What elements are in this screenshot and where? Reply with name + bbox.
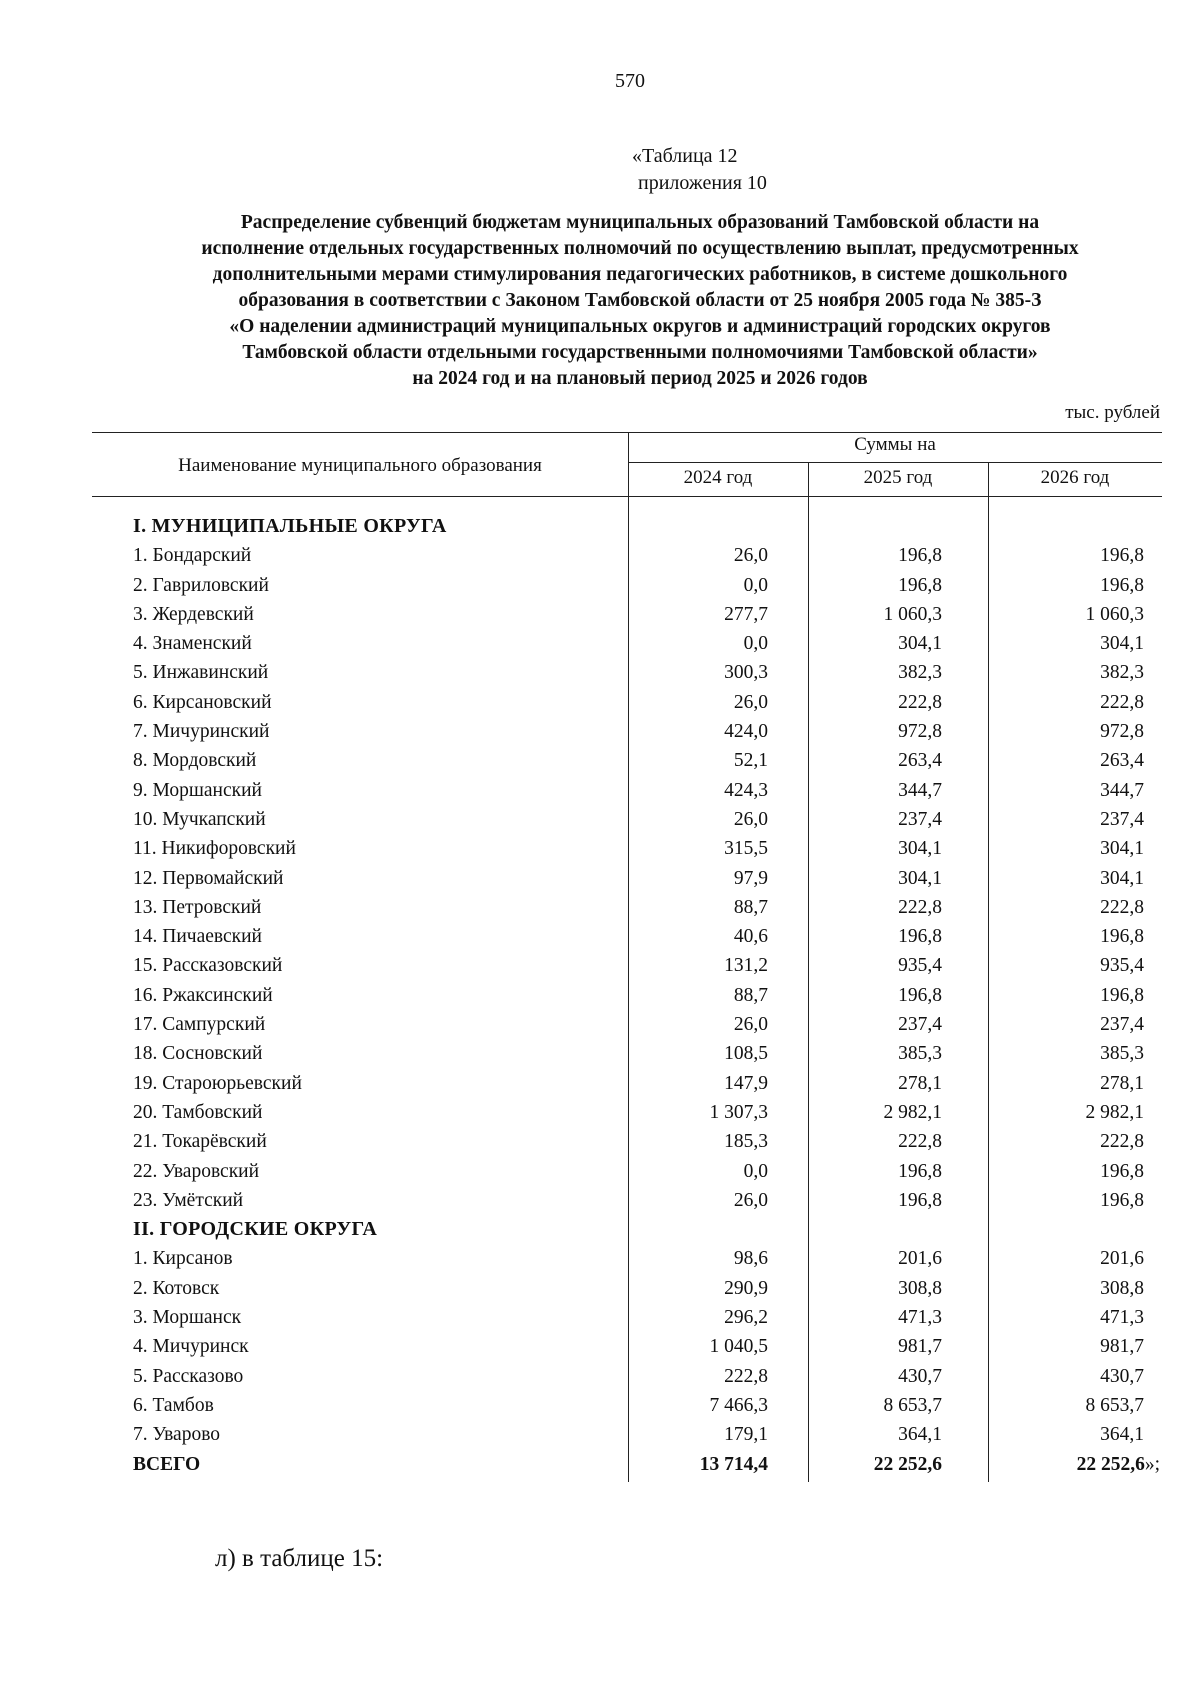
row-name: 20. Тамбовский bbox=[133, 1101, 263, 1123]
value-text: 300,3 bbox=[724, 662, 768, 684]
value-2026 bbox=[1100, 746, 1144, 775]
value-2024 bbox=[724, 776, 768, 805]
value-2025 bbox=[898, 717, 942, 746]
value-2026 bbox=[1100, 922, 1144, 951]
value-2025 bbox=[898, 746, 942, 775]
row-name: 4. Знаменский bbox=[133, 633, 252, 655]
value-2024 bbox=[734, 1186, 768, 1215]
value-2025 bbox=[898, 1332, 942, 1361]
value-text: 424,3 bbox=[724, 779, 768, 801]
value-text: 364,1 bbox=[1100, 1424, 1144, 1446]
value-text: 98,6 bbox=[733, 1248, 768, 1270]
row-name: 12. Первомайский bbox=[133, 867, 284, 889]
row-name: II. ГОРОДСКИЕ ОКРУГА bbox=[133, 1218, 378, 1241]
value-2025 bbox=[898, 834, 942, 863]
section-heading bbox=[0, 1215, 1200, 1244]
row-name: 15. Рассказовский bbox=[133, 955, 283, 977]
value-text: 981,7 bbox=[1100, 1336, 1144, 1358]
value-text: 424,0 bbox=[724, 721, 768, 743]
row-name: 17. Сампурский bbox=[133, 1014, 266, 1036]
value-text: 196,8 bbox=[898, 574, 942, 596]
value-2024 bbox=[724, 1039, 768, 1068]
table-row bbox=[0, 541, 1200, 570]
value-text: 1 060,3 bbox=[883, 603, 942, 625]
table-row bbox=[0, 746, 1200, 775]
value-2024 bbox=[724, 1127, 768, 1156]
value-text: 304,1 bbox=[1100, 867, 1144, 889]
table-row bbox=[0, 1391, 1200, 1420]
header-name-column: Наименование муниципального образования bbox=[178, 455, 542, 476]
title-line: «О наделении администраций муниципальных округов и администраций городских округов bbox=[229, 316, 1051, 337]
row-name: 14. Пичаевский bbox=[133, 926, 262, 948]
value-2026 bbox=[1100, 951, 1144, 980]
value-2025 bbox=[898, 922, 942, 951]
row-name: ВСЕГО bbox=[133, 1453, 201, 1475]
value-2026 bbox=[1100, 571, 1144, 600]
table-row bbox=[0, 1010, 1200, 1039]
row-name: 22. Уваровский bbox=[133, 1160, 260, 1182]
value-text: 344,7 bbox=[898, 779, 942, 801]
table-row bbox=[0, 1420, 1200, 1449]
value-2024 bbox=[724, 834, 768, 863]
value-2026 bbox=[1100, 1157, 1144, 1186]
value-text: 196,8 bbox=[1100, 1160, 1144, 1182]
value-text: 196,8 bbox=[898, 545, 942, 567]
value-text: 1 040,5 bbox=[709, 1336, 768, 1358]
table-row bbox=[0, 981, 1200, 1010]
value-2026 bbox=[1077, 1450, 1160, 1479]
value-text: 196,8 bbox=[898, 926, 942, 948]
row-name: 8. Мордовский bbox=[133, 750, 257, 772]
row-name: 5. Инжавинский bbox=[133, 662, 269, 684]
row-name: 6. Кирсановский bbox=[133, 691, 272, 713]
value-2026 bbox=[1086, 1098, 1145, 1127]
value-2024 bbox=[734, 922, 768, 951]
value-2025 bbox=[898, 864, 942, 893]
table-row bbox=[0, 600, 1200, 629]
value-2024 bbox=[724, 658, 768, 687]
value-2024 bbox=[734, 688, 768, 717]
row-name: 11. Никифоровский bbox=[133, 838, 296, 860]
value-2025 bbox=[898, 1010, 942, 1039]
value-text: 222,8 bbox=[1100, 896, 1144, 918]
value-text: 26,0 bbox=[733, 691, 768, 713]
value-2025 bbox=[898, 1420, 942, 1449]
value-2024 bbox=[710, 1391, 769, 1420]
value-2025 bbox=[898, 571, 942, 600]
value-2025 bbox=[898, 1157, 942, 1186]
value-text: 88,7 bbox=[733, 896, 768, 918]
value-2026 bbox=[1100, 805, 1144, 834]
value-text: 385,3 bbox=[1100, 1043, 1144, 1065]
table-row bbox=[0, 1303, 1200, 1332]
value-2025 bbox=[898, 1127, 942, 1156]
row-name: 9. Моршанский bbox=[133, 779, 262, 801]
header-year-2025: 2025 год bbox=[863, 467, 933, 488]
value-text: 26,0 bbox=[733, 808, 768, 830]
row-name: 18. Сосновский bbox=[133, 1043, 263, 1065]
row-name: 3. Жердевский bbox=[133, 603, 254, 625]
table-row bbox=[0, 834, 1200, 863]
value-2026 bbox=[1100, 1362, 1144, 1391]
value-2026 bbox=[1100, 717, 1144, 746]
value-2024 bbox=[734, 1010, 768, 1039]
value-2025 bbox=[898, 1039, 942, 1068]
value-2025 bbox=[898, 805, 942, 834]
value-text: 196,8 bbox=[1100, 926, 1144, 948]
value-2024 bbox=[724, 600, 768, 629]
value-2026 bbox=[1100, 1069, 1144, 1098]
value-2024 bbox=[734, 805, 768, 834]
value-text: 237,4 bbox=[1100, 1014, 1144, 1036]
value-2026 bbox=[1100, 1010, 1144, 1039]
value-text: 237,4 bbox=[898, 1014, 942, 1036]
value-2024 bbox=[724, 1303, 768, 1332]
table-row bbox=[0, 1362, 1200, 1391]
value-2024 bbox=[734, 864, 768, 893]
row-name: 7. Уварово bbox=[133, 1424, 221, 1446]
table-row bbox=[0, 571, 1200, 600]
value-text: 430,7 bbox=[898, 1365, 942, 1387]
row-name: 10. Мучкапский bbox=[133, 808, 266, 830]
table-body bbox=[0, 512, 1200, 1479]
value-text: 2 982,1 bbox=[1085, 1101, 1144, 1123]
value-text: 0,0 bbox=[743, 1160, 768, 1182]
value-text: 26,0 bbox=[733, 1014, 768, 1036]
total-row bbox=[0, 1450, 1200, 1479]
value-text: 8 653,7 bbox=[1085, 1394, 1144, 1416]
header-year-2026: 2026 год bbox=[1040, 467, 1110, 488]
value-2025 bbox=[898, 1244, 942, 1273]
table-row bbox=[0, 717, 1200, 746]
value-text: 40,6 bbox=[733, 926, 768, 948]
caption-line-1: «Таблица 12 bbox=[632, 145, 738, 167]
value-text: 222,8 bbox=[724, 1365, 768, 1387]
table-row bbox=[0, 805, 1200, 834]
value-2026 bbox=[1100, 1274, 1144, 1303]
value-text: 131,2 bbox=[724, 955, 768, 977]
value-text: 22 252,6 bbox=[873, 1453, 942, 1475]
value-2025 bbox=[898, 776, 942, 805]
header-sub-rule bbox=[628, 462, 1162, 463]
value-text: 1 307,3 bbox=[709, 1101, 768, 1123]
row-name: 4. Мичуринск bbox=[133, 1336, 249, 1358]
value-2024 bbox=[700, 1450, 768, 1479]
value-2026 bbox=[1100, 1303, 1144, 1332]
value-text: 196,8 bbox=[1100, 1189, 1144, 1211]
value-text: 263,4 bbox=[898, 750, 942, 772]
value-text: 196,8 bbox=[1100, 545, 1144, 567]
row-name: 2. Котовск bbox=[133, 1277, 220, 1299]
value-2024 bbox=[734, 746, 768, 775]
value-text: 972,8 bbox=[1100, 721, 1144, 743]
units-label: тыс. рублей bbox=[1065, 402, 1160, 423]
value-2024 bbox=[734, 1244, 768, 1273]
value-text: 278,1 bbox=[898, 1072, 942, 1094]
value-2024 bbox=[734, 981, 768, 1010]
value-text: 222,8 bbox=[898, 1131, 942, 1153]
value-text: 0,0 bbox=[743, 633, 768, 655]
title-line: исполнение отдельных государственных полномочий по осуществлению выплат, предусмотренных bbox=[201, 238, 1079, 259]
value-2025 bbox=[898, 658, 942, 687]
row-name: 7. Мичуринский bbox=[133, 721, 270, 743]
value-2025 bbox=[898, 951, 942, 980]
value-2026 bbox=[1100, 1332, 1144, 1361]
value-text: 382,3 bbox=[1100, 662, 1144, 684]
value-text: 196,8 bbox=[898, 1189, 942, 1211]
table-row bbox=[0, 1127, 1200, 1156]
value-text: 26,0 bbox=[733, 1189, 768, 1211]
value-text: 315,5 bbox=[724, 838, 768, 860]
value-text: 22 252,6 bbox=[1076, 1453, 1145, 1475]
header-year-2024: 2024 год bbox=[683, 467, 753, 488]
value-text: 308,8 bbox=[1100, 1277, 1144, 1299]
value-text: 147,9 bbox=[724, 1072, 768, 1094]
value-text: 935,4 bbox=[898, 955, 942, 977]
row-name: 2. Гавриловский bbox=[133, 574, 269, 596]
value-2024 bbox=[744, 629, 768, 658]
value-text: 13 714,4 bbox=[699, 1453, 768, 1475]
value-2024 bbox=[744, 571, 768, 600]
row-name: 21. Токарёвский bbox=[133, 1131, 267, 1153]
value-text: 179,1 bbox=[724, 1424, 768, 1446]
value-2025 bbox=[898, 1186, 942, 1215]
value-text: 196,8 bbox=[1100, 984, 1144, 1006]
table-row bbox=[0, 922, 1200, 951]
value-2025 bbox=[898, 1274, 942, 1303]
value-text: 471,3 bbox=[898, 1307, 942, 1329]
value-text: 88,7 bbox=[733, 984, 768, 1006]
value-2024 bbox=[724, 1069, 768, 1098]
value-text: 471,3 bbox=[1100, 1307, 1144, 1329]
table-row bbox=[0, 1274, 1200, 1303]
table-row bbox=[0, 1244, 1200, 1273]
value-text: 430,7 bbox=[1100, 1365, 1144, 1387]
footer-text: л) в таблице 15: bbox=[215, 1545, 384, 1572]
value-text: 7 466,3 bbox=[709, 1394, 768, 1416]
value-2025 bbox=[898, 1069, 942, 1098]
value-2026 bbox=[1100, 1420, 1144, 1449]
value-text: 277,7 bbox=[724, 603, 768, 625]
closing-quote: »; bbox=[1144, 1453, 1160, 1475]
value-2025 bbox=[898, 688, 942, 717]
page-number: 570 bbox=[615, 70, 645, 92]
table-top-rule bbox=[92, 432, 1162, 433]
value-2024 bbox=[724, 1420, 768, 1449]
value-text: 196,8 bbox=[898, 1160, 942, 1182]
value-2024 bbox=[710, 1332, 769, 1361]
value-2026 bbox=[1100, 776, 1144, 805]
title-line: на 2024 год и на плановый период 2025 и 2026 годов bbox=[412, 368, 868, 389]
value-2026 bbox=[1100, 658, 1144, 687]
value-2026 bbox=[1100, 629, 1144, 658]
header-bottom-rule bbox=[92, 496, 1162, 497]
table-row bbox=[0, 658, 1200, 687]
value-text: 52,1 bbox=[733, 750, 768, 772]
value-text: 304,1 bbox=[898, 838, 942, 860]
value-text: 304,1 bbox=[898, 633, 942, 655]
value-2025 bbox=[898, 541, 942, 570]
row-name: I. МУНИЦИПАЛЬНЫЕ ОКРУГА bbox=[133, 515, 447, 537]
table-row bbox=[0, 1039, 1200, 1068]
value-2025 bbox=[898, 1362, 942, 1391]
row-name: 13. Петровский bbox=[133, 896, 262, 918]
value-2024 bbox=[734, 893, 768, 922]
value-2025 bbox=[884, 1098, 943, 1127]
table-row bbox=[0, 629, 1200, 658]
table-row bbox=[0, 1157, 1200, 1186]
table-row bbox=[0, 1332, 1200, 1361]
value-text: 981,7 bbox=[898, 1336, 942, 1358]
value-text: 222,8 bbox=[1100, 1131, 1144, 1153]
value-text: 196,8 bbox=[1100, 574, 1144, 596]
value-text: 304,1 bbox=[1100, 838, 1144, 860]
value-text: 0,0 bbox=[743, 574, 768, 596]
value-text: 304,1 bbox=[1100, 633, 1144, 655]
value-text: 237,4 bbox=[1100, 808, 1144, 830]
table-row bbox=[0, 688, 1200, 717]
value-2025 bbox=[898, 981, 942, 1010]
value-2026 bbox=[1086, 600, 1145, 629]
value-2026 bbox=[1086, 1391, 1145, 1420]
value-text: 2 982,1 bbox=[883, 1101, 942, 1123]
title-line: Распределение субвенций бюджетам муниципальных образований Тамбовской области на bbox=[240, 212, 1040, 233]
title-line: дополнительными мерами стимулирования педагогических работников, в системе дошкольного bbox=[212, 264, 1068, 285]
value-2024 bbox=[710, 1098, 769, 1127]
value-text: 290,9 bbox=[724, 1277, 768, 1299]
value-text: 296,2 bbox=[724, 1307, 768, 1329]
value-2026 bbox=[1100, 1127, 1144, 1156]
table-row bbox=[0, 776, 1200, 805]
value-2024 bbox=[724, 1362, 768, 1391]
value-2026 bbox=[1100, 981, 1144, 1010]
value-text: 201,6 bbox=[1100, 1248, 1144, 1270]
value-text: 201,6 bbox=[898, 1248, 942, 1270]
value-text: 1 060,3 bbox=[1085, 603, 1144, 625]
value-2025 bbox=[898, 1303, 942, 1332]
value-text: 97,9 bbox=[733, 867, 768, 889]
table-row bbox=[0, 893, 1200, 922]
value-text: 222,8 bbox=[898, 691, 942, 713]
value-2025 bbox=[898, 629, 942, 658]
section-heading bbox=[0, 512, 1200, 541]
value-2025 bbox=[884, 600, 943, 629]
row-name: 23. Умётский bbox=[133, 1189, 244, 1211]
value-text: 26,0 bbox=[733, 545, 768, 567]
value-text: 222,8 bbox=[1100, 691, 1144, 713]
value-2024 bbox=[724, 951, 768, 980]
value-text: 237,4 bbox=[898, 808, 942, 830]
value-text: 185,3 bbox=[724, 1131, 768, 1153]
value-text: 263,4 bbox=[1100, 750, 1144, 772]
value-2025 bbox=[884, 1391, 943, 1420]
value-text: 304,1 bbox=[898, 867, 942, 889]
value-text: 935,4 bbox=[1100, 955, 1144, 977]
value-2024 bbox=[724, 717, 768, 746]
value-2026 bbox=[1100, 834, 1144, 863]
value-2026 bbox=[1100, 1039, 1144, 1068]
value-2026 bbox=[1100, 541, 1144, 570]
row-name: 16. Ржаксинский bbox=[133, 984, 273, 1006]
row-name: 5. Рассказово bbox=[133, 1365, 244, 1387]
value-2025 bbox=[898, 893, 942, 922]
table-title bbox=[95, 210, 1185, 392]
table-row bbox=[0, 1069, 1200, 1098]
value-text: 222,8 bbox=[898, 896, 942, 918]
table-row bbox=[0, 1186, 1200, 1215]
value-2026 bbox=[1100, 1244, 1144, 1273]
row-name: 19. Староюрьевский bbox=[133, 1072, 302, 1094]
row-name: 1. Кирсанов bbox=[133, 1248, 233, 1270]
value-text: 108,5 bbox=[724, 1043, 768, 1065]
value-text: 278,1 bbox=[1100, 1072, 1144, 1094]
value-text: 8 653,7 bbox=[883, 1394, 942, 1416]
table-row bbox=[0, 1098, 1200, 1127]
title-line: образования в соответствии с Законом Тамбовской области от 25 ноября 2005 года № 385-З bbox=[238, 290, 1042, 311]
value-text: 308,8 bbox=[898, 1277, 942, 1299]
title-line: Тамбовской области отдельными государственными полномочиями Тамбовской области» bbox=[242, 342, 1038, 363]
value-2026 bbox=[1100, 893, 1144, 922]
value-2024 bbox=[734, 541, 768, 570]
value-text: 382,3 bbox=[898, 662, 942, 684]
value-text: 972,8 bbox=[898, 721, 942, 743]
caption-line-2: приложения 10 bbox=[638, 172, 767, 194]
value-text: 196,8 bbox=[898, 984, 942, 1006]
value-text: 344,7 bbox=[1100, 779, 1144, 801]
table-caption bbox=[632, 143, 767, 197]
value-2026 bbox=[1100, 1186, 1144, 1215]
value-text: 364,1 bbox=[898, 1424, 942, 1446]
header-sums: Суммы на bbox=[854, 434, 936, 455]
table-row bbox=[0, 951, 1200, 980]
value-text: 385,3 bbox=[898, 1043, 942, 1065]
value-2024 bbox=[724, 1274, 768, 1303]
table-row bbox=[0, 864, 1200, 893]
value-2026 bbox=[1100, 864, 1144, 893]
value-2025 bbox=[874, 1450, 942, 1479]
value-2024 bbox=[744, 1157, 768, 1186]
value-2026 bbox=[1100, 688, 1144, 717]
row-name: 3. Моршанск bbox=[133, 1307, 242, 1329]
row-name: 6. Тамбов bbox=[133, 1394, 214, 1416]
row-name: 1. Бондарский bbox=[133, 545, 252, 567]
